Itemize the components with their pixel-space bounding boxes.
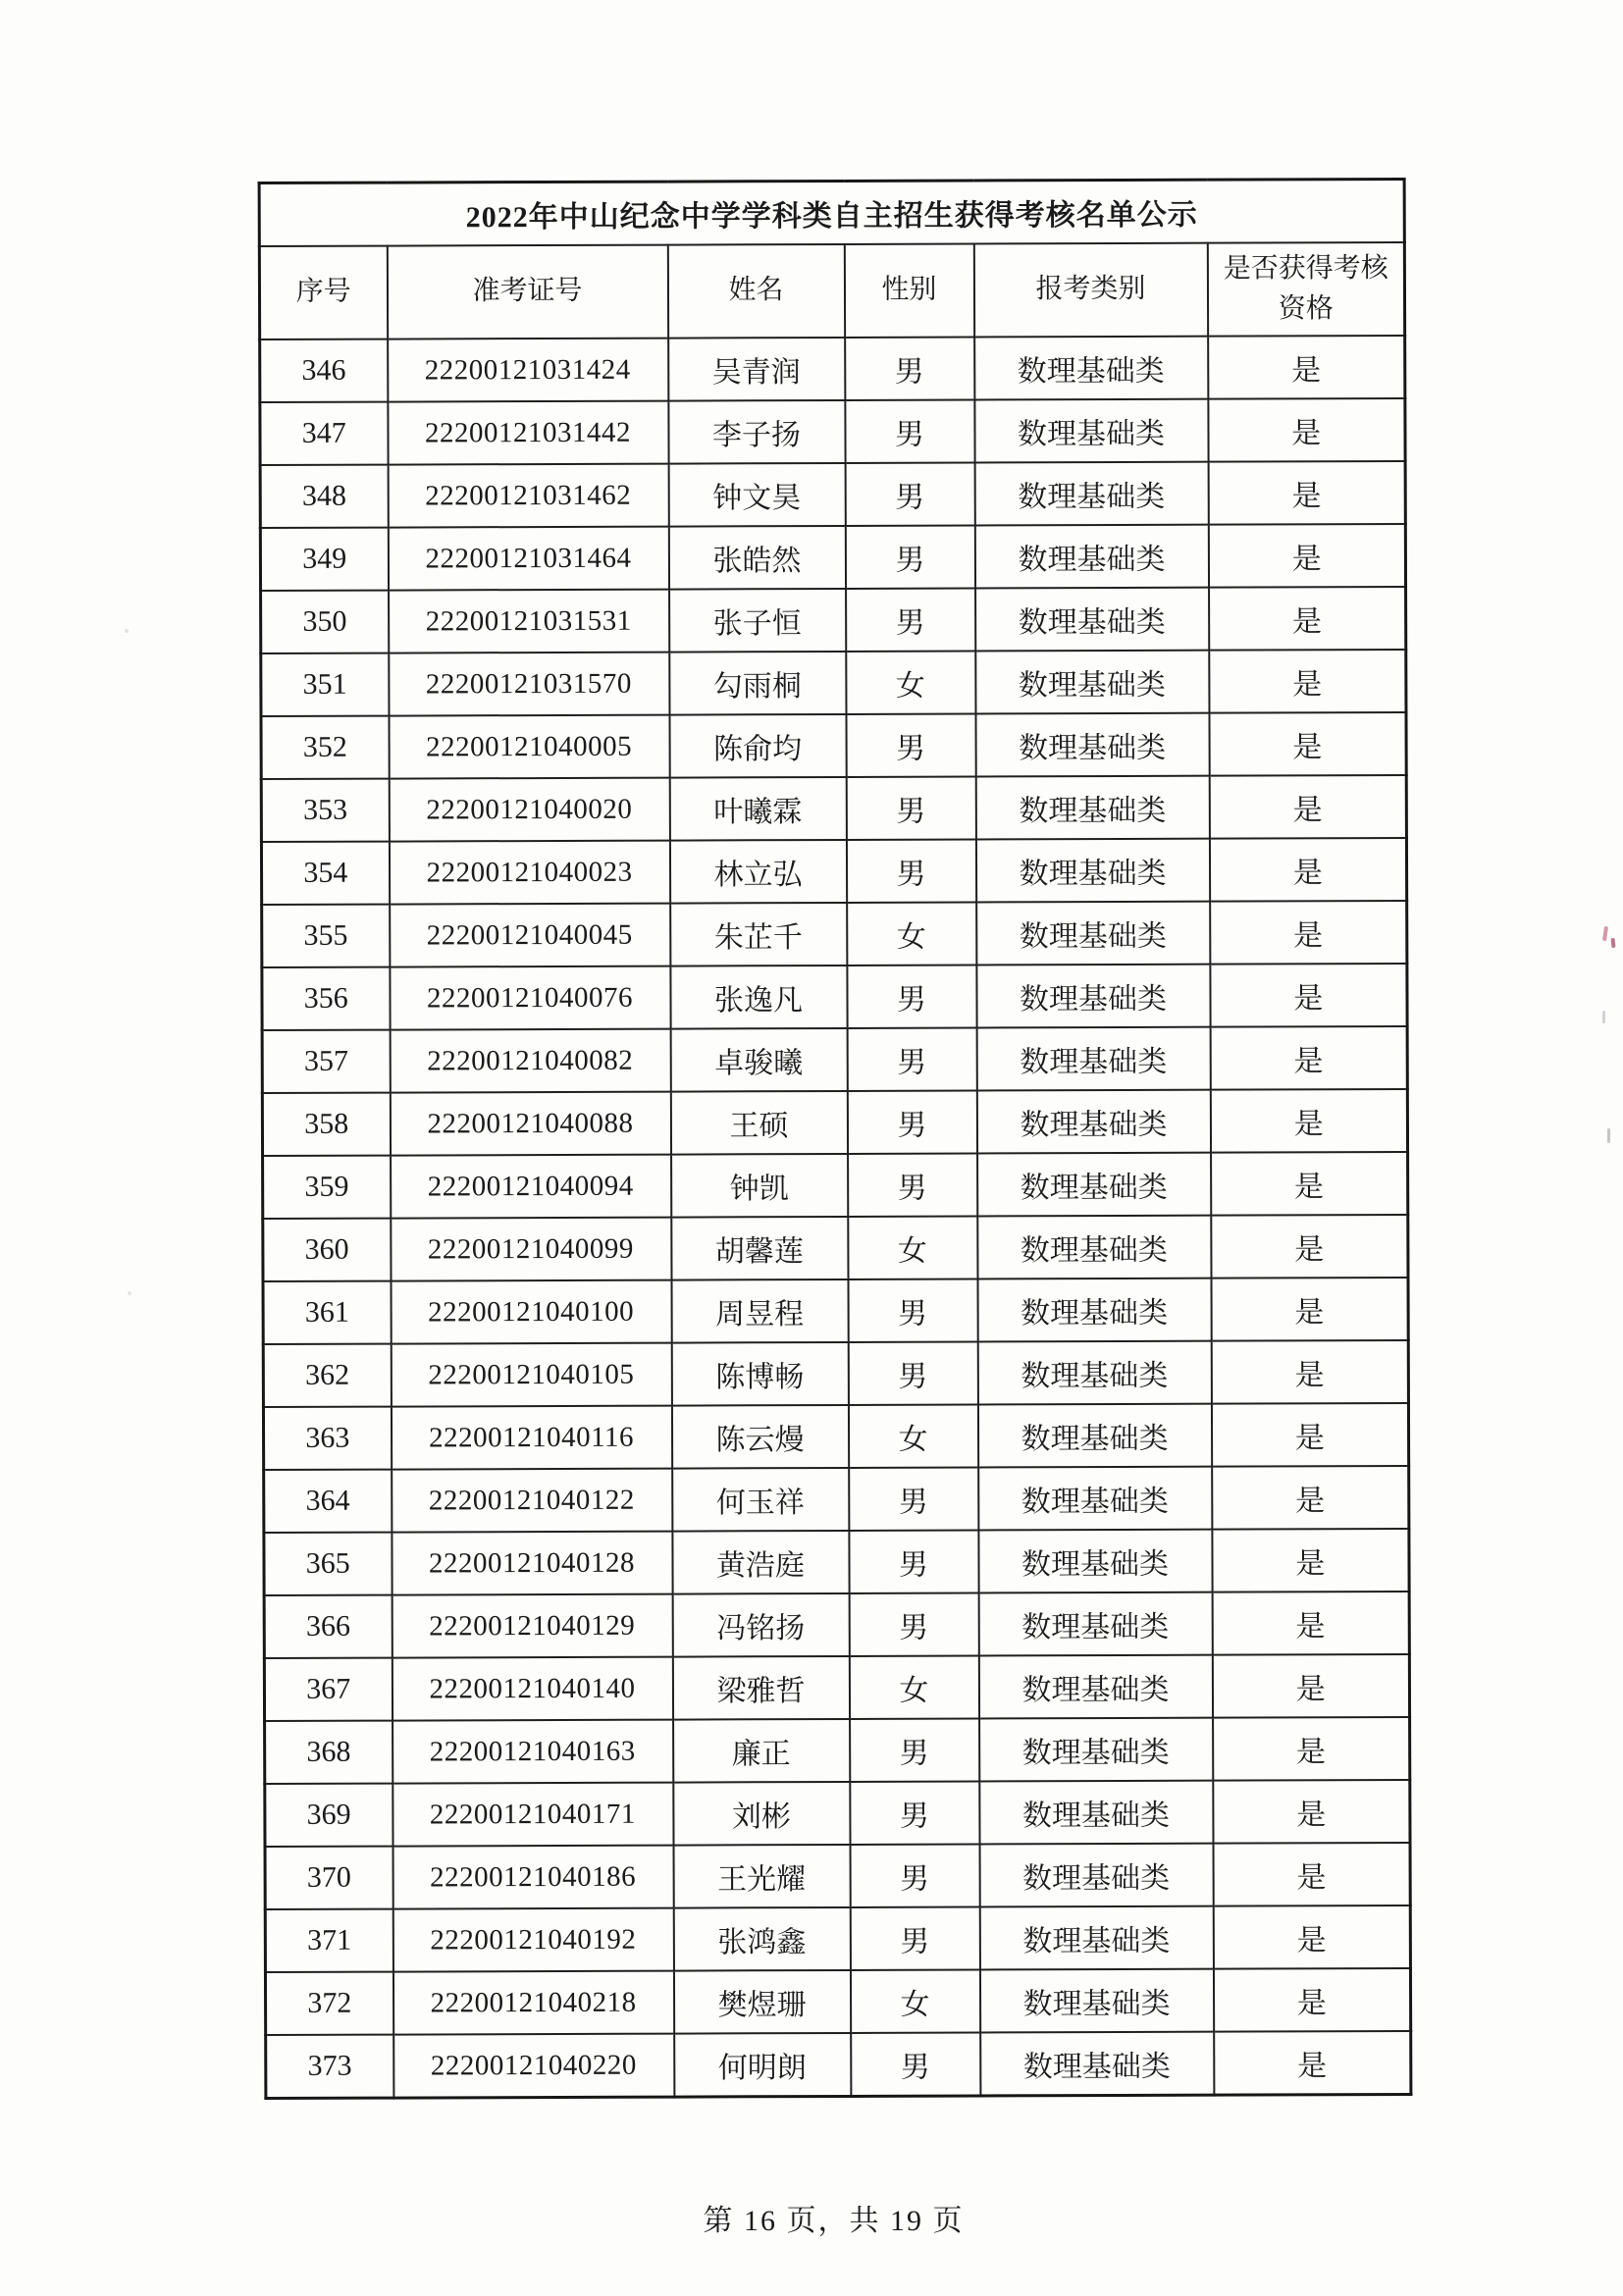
cell-qualified: 是 — [1211, 1215, 1408, 1278]
cell-category: 数理基础类 — [975, 651, 1209, 714]
cell-category: 数理基础类 — [976, 965, 1210, 1028]
column-header-name: 姓名 — [667, 244, 844, 339]
cell-category: 数理基础类 — [974, 462, 1208, 526]
cell-category: 数理基础类 — [979, 1718, 1213, 1782]
cell-name: 冯铭扬 — [672, 1593, 849, 1657]
table-head — [259, 179, 1405, 339]
cell-name: 樊煜珊 — [673, 1970, 850, 2034]
cell-index: 373 — [266, 2035, 393, 2099]
cell-gender: 男 — [846, 776, 975, 839]
cell-ticket-number: 22200121040100 — [391, 1280, 671, 1344]
cell-index: 362 — [263, 1344, 391, 1407]
cell-gender: 男 — [847, 1090, 976, 1153]
cell-index: 367 — [264, 1658, 392, 1721]
cell-qualified: 是 — [1211, 1340, 1408, 1404]
cell-name: 廉正 — [673, 1719, 850, 1783]
table-row — [262, 901, 1407, 967]
cell-category: 数理基础类 — [979, 1906, 1213, 1970]
cell-category: 数理基础类 — [977, 1404, 1211, 1468]
table-row — [264, 1654, 1409, 1721]
cell-name: 张逸凡 — [670, 965, 847, 1029]
cell-category: 数理基础类 — [975, 839, 1209, 903]
table-row — [261, 775, 1406, 842]
cell-index: 353 — [261, 779, 389, 842]
cell-ticket-number: 22200121040116 — [391, 1406, 671, 1470]
cell-ticket-number: 22200121031462 — [388, 464, 668, 528]
table-row — [263, 1215, 1408, 1281]
cell-index: 355 — [262, 905, 390, 967]
cell-qualified: 是 — [1211, 1403, 1408, 1467]
cell-ticket-number: 22200121040186 — [393, 1846, 673, 1909]
cell-gender: 男 — [846, 713, 975, 776]
cell-category: 数理基础类 — [977, 1341, 1211, 1405]
table-title-row — [259, 179, 1404, 246]
cell-ticket-number: 22200121040129 — [392, 1594, 672, 1658]
cell-name: 胡馨莲 — [671, 1217, 848, 1280]
candidate-table-container — [258, 178, 1410, 2100]
table-row — [260, 398, 1405, 465]
cell-qualified: 是 — [1209, 838, 1406, 902]
cell-name: 刘彬 — [673, 1782, 850, 1846]
cell-ticket-number: 22200121040099 — [391, 1218, 671, 1281]
table-row — [263, 1278, 1408, 1344]
cell-index: 350 — [261, 591, 389, 653]
cell-name: 黄浩庭 — [672, 1531, 849, 1594]
table-title: 2022年中山纪念中学学科类自主招生获得考核名单公示 — [259, 179, 1404, 246]
cell-name: 吴青润 — [668, 338, 845, 401]
cell-qualified: 是 — [1213, 1905, 1410, 1969]
cell-gender: 女 — [846, 651, 975, 713]
cell-ticket-number: 22200121031442 — [388, 401, 668, 465]
cell-ticket-number: 22200121040088 — [390, 1092, 670, 1156]
cell-index: 352 — [261, 716, 389, 779]
scan-artifact — [1602, 926, 1608, 941]
cell-index: 371 — [265, 1909, 393, 1972]
cell-category: 数理基础类 — [979, 1969, 1213, 2033]
cell-index: 347 — [260, 402, 388, 465]
table-row — [266, 2031, 1411, 2099]
scan-artifact — [128, 1291, 131, 1295]
scan-artifact — [1607, 1128, 1610, 1143]
cell-ticket-number: 22200121040082 — [390, 1029, 670, 1093]
cell-gender: 女 — [847, 902, 976, 965]
cell-name: 李子扬 — [668, 400, 845, 464]
cell-qualified: 是 — [1209, 775, 1406, 839]
cell-index: 363 — [263, 1407, 391, 1470]
cell-name: 周昱程 — [671, 1279, 848, 1343]
column-header-gender: 性别 — [844, 243, 973, 337]
cell-gender: 男 — [848, 1341, 977, 1404]
cell-index: 358 — [262, 1093, 390, 1156]
column-header-qualified: 是否获得考核资格 — [1207, 242, 1404, 337]
table-row — [265, 1780, 1410, 1847]
cell-category: 数理基础类 — [977, 1278, 1211, 1342]
table-row — [261, 712, 1406, 779]
cell-name: 王光耀 — [673, 1845, 850, 1908]
cell-name: 何明朗 — [674, 2033, 851, 2097]
cell-qualified: 是 — [1208, 524, 1405, 588]
cell-index: 357 — [262, 1030, 390, 1093]
cell-ticket-number: 22200121040023 — [389, 841, 669, 905]
cell-gender: 男 — [845, 462, 974, 525]
table-row — [262, 1089, 1407, 1156]
cell-ticket-number: 22200121040122 — [392, 1469, 672, 1533]
cell-index: 359 — [263, 1156, 391, 1219]
column-header-category: 报考类别 — [973, 243, 1207, 338]
cell-category: 数理基础类 — [980, 2032, 1214, 2096]
table-row — [264, 1466, 1409, 1533]
cell-ticket-number: 22200121040140 — [392, 1657, 672, 1721]
cell-qualified: 是 — [1210, 901, 1407, 965]
cell-gender: 男 — [850, 1718, 979, 1781]
cell-gender: 男 — [850, 1781, 979, 1844]
cell-category: 数理基础类 — [978, 1530, 1212, 1593]
cell-gender: 男 — [847, 1027, 976, 1090]
cell-ticket-number: 22200121040094 — [391, 1155, 671, 1219]
cell-qualified: 是 — [1212, 1592, 1409, 1655]
cell-category: 数理基础类 — [974, 399, 1208, 463]
cell-index: 372 — [265, 1972, 393, 2035]
table-row — [261, 587, 1406, 653]
cell-index: 354 — [261, 842, 389, 905]
table-header-row — [259, 242, 1404, 339]
candidate-table — [258, 178, 1413, 2100]
cell-category: 数理基础类 — [975, 713, 1209, 777]
cell-gender: 男 — [849, 1530, 978, 1592]
cell-qualified: 是 — [1212, 1654, 1409, 1718]
cell-category: 数理基础类 — [977, 1216, 1211, 1279]
cell-category: 数理基础类 — [975, 776, 1209, 840]
cell-gender: 女 — [849, 1655, 978, 1718]
cell-qualified: 是 — [1214, 2031, 1411, 2095]
cell-index: 356 — [262, 967, 390, 1030]
cell-category: 数理基础类 — [975, 588, 1209, 652]
cell-ticket-number: 22200121040163 — [393, 1720, 673, 1784]
cell-name: 勾雨桐 — [669, 652, 846, 715]
column-header-index: 序号 — [259, 246, 387, 339]
cell-name: 张鸿鑫 — [673, 1907, 850, 1971]
cell-gender: 男 — [850, 1844, 979, 1906]
cell-gender: 男 — [848, 1278, 977, 1341]
cell-index: 346 — [260, 339, 388, 402]
cell-index: 368 — [265, 1721, 393, 1784]
cell-ticket-number: 22200121031424 — [388, 339, 668, 402]
cell-ticket-number: 22200121031570 — [389, 652, 669, 716]
cell-gender: 男 — [849, 1467, 978, 1530]
cell-qualified: 是 — [1210, 1089, 1407, 1153]
cell-gender: 女 — [848, 1216, 977, 1278]
cell-qualified: 是 — [1208, 398, 1405, 462]
cell-category: 数理基础类 — [976, 1090, 1210, 1154]
cell-qualified: 是 — [1209, 650, 1406, 713]
cell-name: 张子恒 — [669, 589, 846, 652]
cell-category: 数理基础类 — [978, 1592, 1212, 1656]
cell-name: 钟凯 — [671, 1154, 848, 1218]
cell-qualified: 是 — [1209, 587, 1406, 651]
cell-name: 陈云熳 — [671, 1405, 848, 1469]
cell-qualified: 是 — [1208, 461, 1405, 525]
cell-name: 叶曦霖 — [669, 777, 846, 841]
cell-gender: 女 — [848, 1404, 977, 1467]
cell-gender: 男 — [845, 525, 974, 588]
cell-name: 钟文昊 — [668, 463, 845, 527]
cell-index: 351 — [261, 653, 389, 716]
cell-qualified: 是 — [1213, 1780, 1410, 1844]
cell-qualified: 是 — [1212, 1466, 1409, 1530]
cell-ticket-number: 22200121040218 — [393, 1971, 673, 2035]
cell-ticket-number: 22200121040171 — [393, 1783, 673, 1847]
cell-category: 数理基础类 — [979, 1781, 1213, 1845]
cell-qualified: 是 — [1208, 336, 1405, 399]
cell-name: 梁雅哲 — [672, 1656, 849, 1720]
cell-gender: 男 — [846, 588, 975, 651]
cell-index: 365 — [264, 1533, 392, 1595]
cell-name: 卓骏曦 — [670, 1028, 847, 1092]
cell-index: 364 — [264, 1470, 392, 1533]
scan-artifact — [1602, 1011, 1605, 1023]
cell-ticket-number: 22200121040005 — [389, 715, 669, 779]
column-header-ticket-number: 准考证号 — [387, 245, 667, 339]
cell-index: 366 — [264, 1595, 392, 1658]
cell-name: 陈俞均 — [669, 714, 846, 778]
cell-ticket-number: 22200121031464 — [388, 527, 668, 591]
cell-qualified: 是 — [1209, 712, 1406, 776]
cell-gender: 男 — [851, 2032, 980, 2096]
cell-qualified: 是 — [1212, 1529, 1409, 1592]
cell-ticket-number: 22200121040128 — [392, 1532, 672, 1595]
cell-index: 361 — [263, 1281, 391, 1344]
page-footer: 第 16 页，共 19 页 — [703, 2205, 965, 2237]
cell-name: 何玉祥 — [672, 1468, 849, 1532]
cell-index: 349 — [260, 528, 388, 591]
cell-gender: 男 — [847, 965, 976, 1027]
cell-category: 数理基础类 — [978, 1655, 1212, 1719]
table-row — [261, 838, 1406, 905]
cell-qualified: 是 — [1211, 1152, 1408, 1216]
table-row — [264, 1592, 1409, 1658]
cell-name: 林立弘 — [669, 840, 846, 904]
cell-ticket-number: 22200121040220 — [393, 2034, 674, 2098]
table-row — [260, 336, 1405, 402]
cell-ticket-number: 22200121040020 — [389, 778, 669, 842]
scan-artifact — [1610, 938, 1615, 948]
table-row — [262, 964, 1407, 1030]
cell-index: 360 — [263, 1219, 391, 1281]
cell-ticket-number: 22200121040105 — [391, 1343, 671, 1407]
cell-gender: 男 — [848, 1153, 977, 1216]
table-row — [263, 1403, 1408, 1470]
table-row — [265, 1843, 1410, 1909]
table-row — [265, 1968, 1410, 2035]
cell-category: 数理基础类 — [976, 1027, 1210, 1091]
table-row — [265, 1717, 1410, 1784]
cell-category: 数理基础类 — [974, 337, 1208, 400]
cell-gender: 男 — [850, 1906, 979, 1969]
table-row — [260, 524, 1405, 591]
cell-category: 数理基础类 — [976, 902, 1210, 965]
cell-gender: 男 — [849, 1592, 978, 1655]
cell-name: 朱芷千 — [670, 903, 847, 966]
cell-ticket-number: 22200121040045 — [390, 904, 670, 967]
cell-gender: 男 — [846, 839, 975, 902]
table-body — [260, 336, 1411, 2099]
table-row — [263, 1152, 1408, 1219]
cell-qualified: 是 — [1213, 1843, 1410, 1906]
cell-gender: 男 — [845, 337, 974, 399]
table-row — [263, 1340, 1408, 1407]
cell-gender: 男 — [845, 399, 974, 462]
cell-index: 369 — [265, 1784, 393, 1847]
table-row — [260, 461, 1405, 528]
cell-category: 数理基础类 — [978, 1467, 1212, 1531]
cell-qualified: 是 — [1211, 1278, 1408, 1341]
cell-name: 王硕 — [670, 1091, 847, 1155]
cell-name: 张皓然 — [668, 526, 845, 590]
cell-name: 陈博畅 — [671, 1342, 848, 1406]
table-row — [265, 1905, 1410, 1972]
cell-ticket-number: 22200121031531 — [389, 590, 669, 653]
cell-qualified: 是 — [1213, 1717, 1410, 1781]
cell-ticket-number: 22200121040076 — [390, 966, 670, 1030]
cell-index: 348 — [260, 465, 388, 528]
table-row — [261, 650, 1406, 716]
table-row — [264, 1529, 1409, 1595]
cell-category: 数理基础类 — [979, 1844, 1213, 1907]
cell-qualified: 是 — [1210, 1026, 1407, 1090]
cell-qualified: 是 — [1210, 964, 1407, 1027]
cell-category: 数理基础类 — [977, 1153, 1211, 1217]
table-row — [262, 1026, 1407, 1093]
cell-qualified: 是 — [1213, 1968, 1410, 2032]
cell-ticket-number: 22200121040192 — [393, 1908, 673, 1972]
cell-gender: 女 — [850, 1969, 979, 2032]
cell-index: 370 — [265, 1847, 393, 1909]
cell-category: 数理基础类 — [974, 525, 1208, 589]
scan-artifact — [125, 629, 129, 633]
